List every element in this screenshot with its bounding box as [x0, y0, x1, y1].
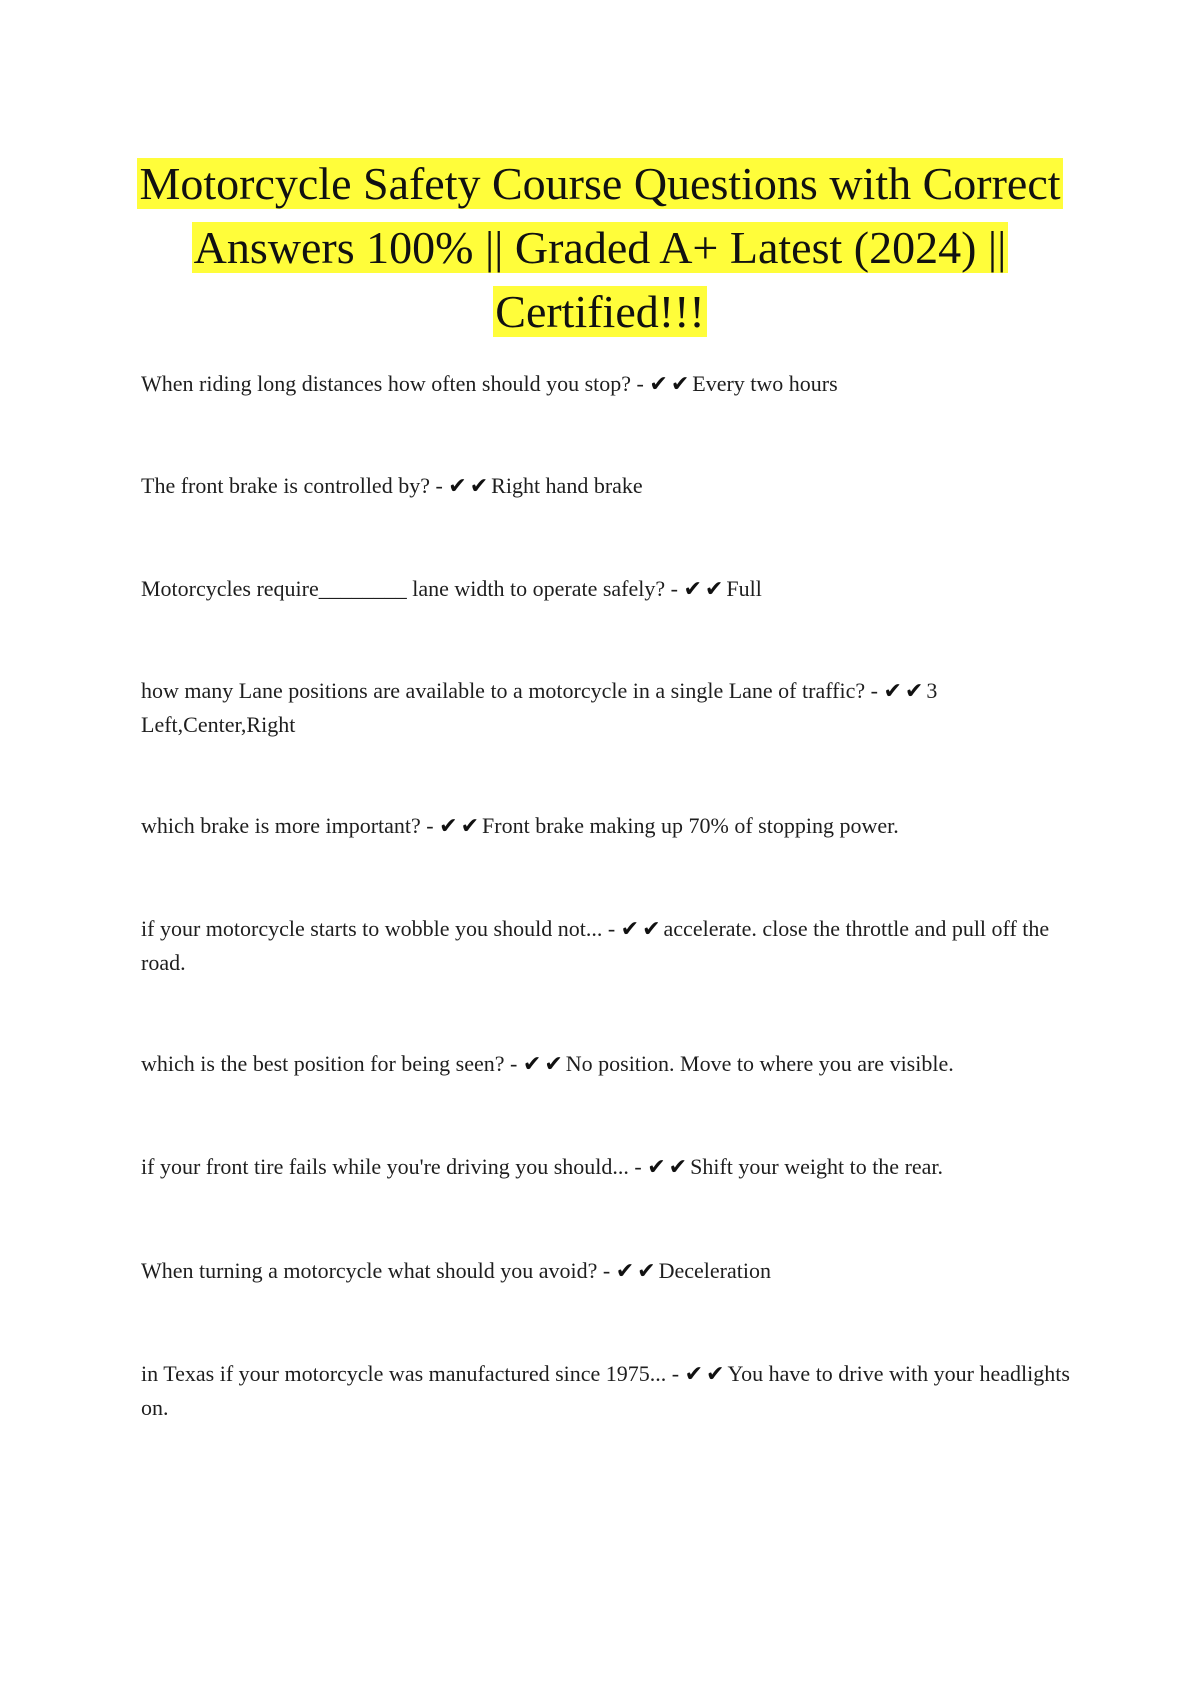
- checkmark-icon: ✔: [684, 1362, 704, 1387]
- qa-item: [141, 367, 1081, 401]
- document-title: Motorcycle Safety Course Questions with Correct Answers 100% || Graded A+ Latest (2024) || Certified!!!: [139, 158, 1061, 337]
- checkmark-icon: ✔: [668, 1155, 688, 1180]
- answer-text: accelerate. close the throttle and pull off the road.: [141, 916, 1050, 975]
- checkmark-icon: ✔: [439, 814, 458, 839]
- checkmark-icon: ✔: [522, 1052, 542, 1077]
- qa-item: [141, 1150, 1081, 1184]
- question-text: The front brake is controlled by? -: [141, 473, 449, 498]
- answer-text: Right hand brake: [491, 473, 643, 498]
- checkmark-icon: ✔: [883, 679, 902, 704]
- checkmark-icon: ✔: [544, 1052, 563, 1077]
- answer-text: 3 Left,Center,Right: [141, 678, 938, 737]
- question-text: Motorcycles require________ lane width to operate safely? -: [141, 576, 684, 601]
- qa-item: [141, 674, 1081, 741]
- answer-text: Shift your weight to the rear.: [690, 1154, 944, 1179]
- checkmark-icon: ✔: [460, 814, 480, 839]
- qa-item: [141, 1254, 1081, 1288]
- question-text: which brake is more important? -: [141, 813, 440, 838]
- checkmark-icon: ✔: [637, 1259, 656, 1284]
- answer-text: Every two hours: [692, 371, 838, 396]
- answer-text: No position. Move to where you are visible.: [565, 1051, 954, 1076]
- question-text: if your front tire fails while you're driving you should... -: [141, 1154, 648, 1179]
- checkmark-icon: ✔: [706, 1362, 725, 1387]
- checkmark-icon: ✔: [620, 917, 640, 942]
- checkmark-icon: ✔: [683, 577, 702, 602]
- checkmark-icon: ✔: [448, 474, 467, 499]
- checkmark-icon: ✔: [615, 1259, 635, 1284]
- qa-item: [141, 1357, 1081, 1424]
- checkmark-icon: ✔: [904, 679, 924, 704]
- title-block: [120, 152, 1080, 344]
- checkmark-icon: ✔: [649, 372, 668, 397]
- question-text: which is the best position for being seen? -: [141, 1051, 523, 1076]
- qa-item: [141, 469, 1081, 503]
- question-text: how many Lane positions are available to a motorcycle in a single Lane of traffic? -: [141, 678, 884, 703]
- answer-text: Full: [726, 576, 762, 601]
- question-text: When riding long distances how often should you stop? -: [141, 371, 650, 396]
- question-text: if your motorcycle starts to wobble you should not... -: [141, 916, 621, 941]
- answer-text: Deceleration: [658, 1258, 771, 1283]
- checkmark-icon: ✔: [670, 372, 690, 397]
- question-text: When turning a motorcycle what should you avoid? -: [141, 1258, 616, 1283]
- qa-item: [141, 572, 1081, 606]
- checkmark-icon: ✔: [647, 1155, 666, 1180]
- answer-text: Front brake making up 70% of stopping power.: [482, 813, 899, 838]
- checkmark-icon: ✔: [642, 917, 661, 942]
- qa-item: [141, 1047, 1081, 1081]
- qa-item: [141, 809, 1081, 843]
- answer-text: You have to drive with your headlights on.: [141, 1361, 1070, 1420]
- question-text: in Texas if your motorcycle was manufactured since 1975... -: [141, 1361, 685, 1386]
- qa-item: [141, 912, 1081, 979]
- checkmark-icon: ✔: [704, 577, 724, 602]
- checkmark-icon: ✔: [469, 474, 489, 499]
